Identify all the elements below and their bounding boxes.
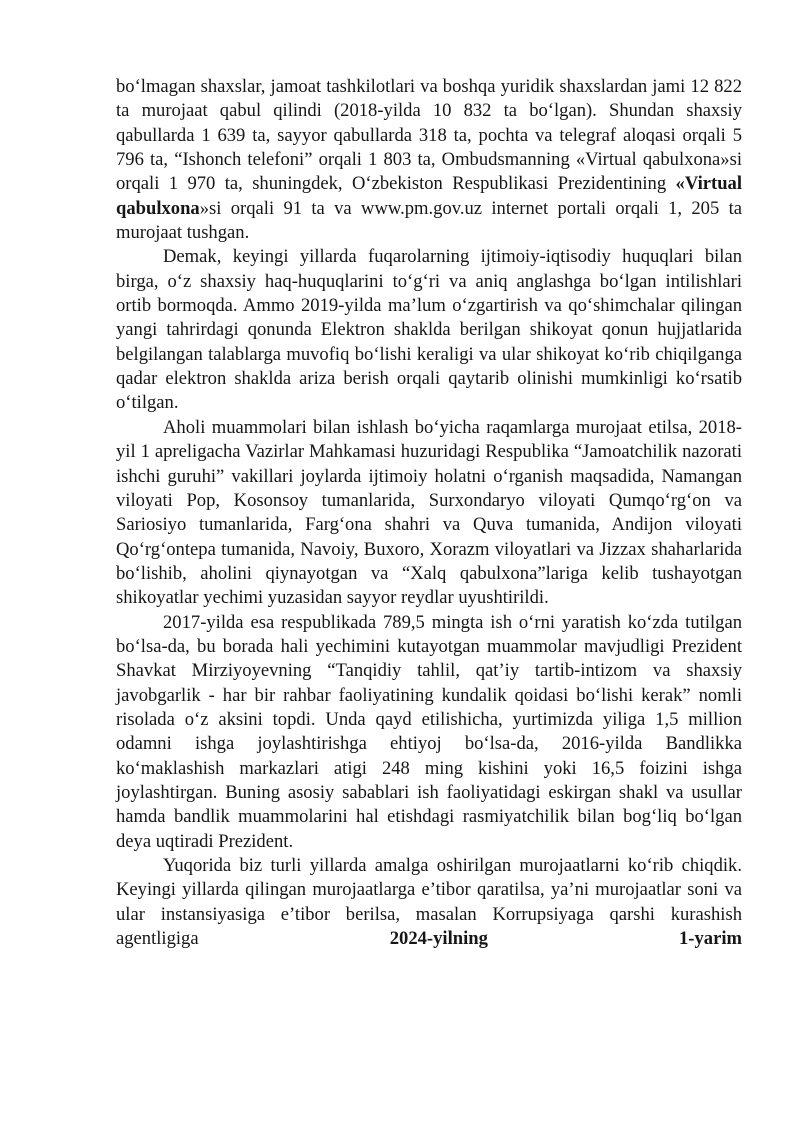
paragraph-2: Demak, keyingi yillarda fuqarolarning ijtimoiy-iqtisodiy huquqlari bilan birga, o‘z shaxsiy haq-huquqlarini to‘g‘ri va aniq anglashga bo‘lgan intilishlari ortib bormoqda. Ammo 2019-yilda ma’lum o‘zgartirish va qo‘shimchalar qilingan yangi tahrirdagi qonunda Elektron shaklda berilgan shikoyat qonun hujjatlarida belgilangan talablarga muvofiq bo‘lishi keraligi va ular shikoyat ko‘rib chiqilganga qadar elektron shaklda ariza berish orqali qaytarib olinishi mumkinligi ko‘rsatib o‘tilgan. <box>116 246 742 414</box>
paragraph-5-bold-date: 2024-yilning 1-yarim <box>389 928 742 950</box>
paragraph-1-text-b: »si orqali 91 ta va www.pm.gov.uz internet portali orqali 1, 205 ta murojaat tushgan. <box>116 197 742 244</box>
paragraph-5 <box>116 854 742 951</box>
paragraph-5-text: Yuqorida biz turli yillarda amalga oshirilgan murojaatlarni ko‘rib chiqdik. Keyingi yillarda qilingan murojaatlarga e’tibor qaratilsa, ya’ni murojaatlar soni va ular instansiyasiga e’tibor berilsa, masalan Korrupsiyaga qarshi kurashish agentligiga <box>116 855 742 950</box>
document-page <box>116 75 742 951</box>
paragraph-3: Aholi muammolari bilan ishlash bo‘yicha raqamlarga murojaat etilsa, 2018-yil 1 apreligacha Vazirlar Mahkamasi huzuridagi Respublika “Jamoatchilik nazorati ishchi guruhi” vakillari joylarda ijtimoiy holatni o‘rganish maqsadida, Namangan viloyati Pop, Kosonsoy tumanlarida, Surxondaryo viloyati Qumqo‘rg‘on va Sariosiyo tumanlarida, Farg‘ona shahri va Quva tumanida, Andijon viloyati Qo‘rg‘ontepa tumanida, Navoiy, Buxoro, Xorazm viloyatlari va Jizzax shaharlarida bo‘lishib, aholini qiynayotgan va “Xalq qabulxona”lariga kelib tushayotgan shikoyatlar yechimi yuzasidan sayyor reydlar uyushtirildi. <box>116 416 742 609</box>
paragraph-1 <box>116 75 742 245</box>
paragraph-1-text-a: bo‘lmagan shaxslar, jamoat tashkilotlari va boshqa yuridik shaxslardan jami 12 822 ta murojaat qabul qilindi (2018-yilda 10 832 ta bo‘lgan). Shundan shaxsiy qabullarda 1 639 ta, sayyor qabullarda 318 ta, pochta va telegraf aloqasi orqali 5 796 ta, “Ishonch telefoni” orqali 1 803 ta, Ombudsmanning «Virtual qabulxona»si orqali 1 970 ta, shuningdek, O‘zbekiston Respublikasi Prezidentining <box>116 76 742 195</box>
paragraph-1-bold-virtual-qabulxona: «Virtual qabulxona <box>116 173 742 219</box>
paragraph-4: 2017-yilda esa respublikada 789,5 mingta ish o‘rni yaratish ko‘zda tutilgan bo‘lsa-da, bu borada hali yechimini kutayotgan muammolar mavjudligi Prezident Shavkat Mirziyoyevning “Tanqidiy tahlil, qat’iy tartib-intizom va shaxsiy javobgarlik - har bir rahbar faoliyatining kundalik qoidasi bo‘lishi kerak” nomli risolada o‘z aksini topdi. Unda qayd etilishicha, yurtimizda yiliga 1,5 million odamni ishga joylashtirishga ehtiyoj bo‘lsa-da, 2016-yilda Bandlikka ko‘maklashish markazlari atigi 248 ming kishini yoki 16,5 foizini ishga joylashtirgan. Buning asosiy sabablari ish faoliyatidagi eskirgan shakl va usullar hamda bandlik muammolarini hal etishdagi rasmiyatchilik bilan bog‘liq bo‘lgan deya uqtiradi Prezident. <box>116 611 742 852</box>
